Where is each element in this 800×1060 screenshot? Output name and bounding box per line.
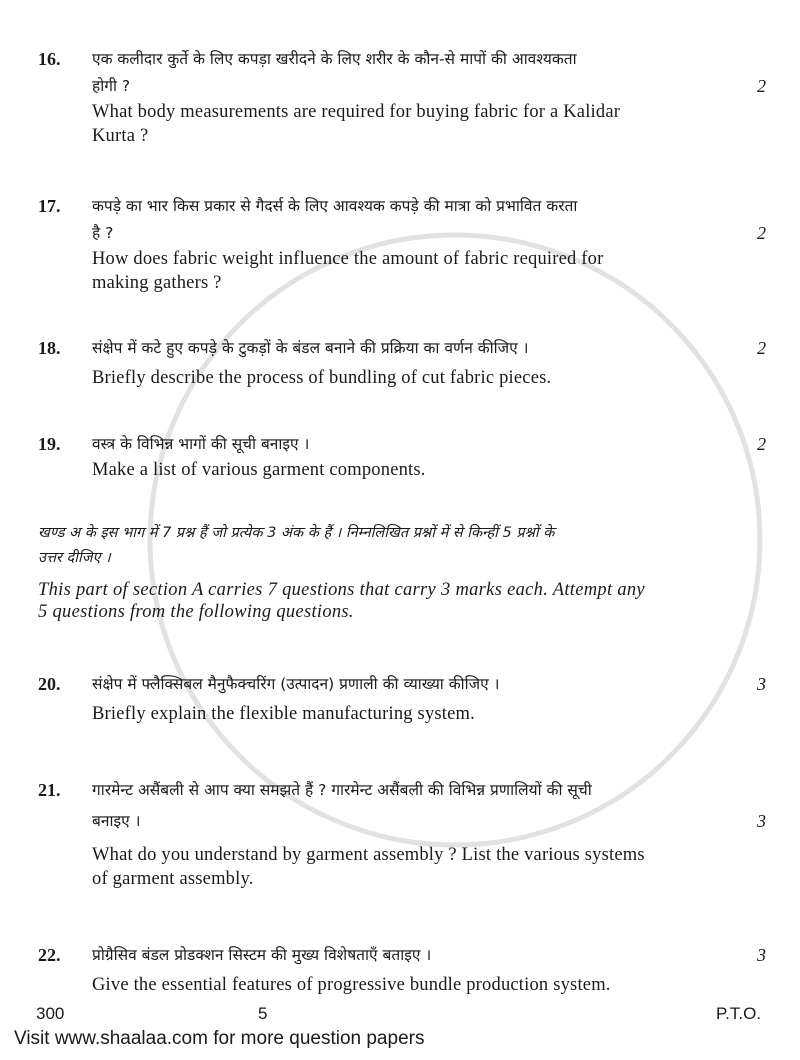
question-marks: 2 [757, 76, 766, 96]
question-english: Give the essential features of progressive bundle production system. [92, 975, 611, 995]
question-hindi: संक्षेप में कटे हुए कपड़े के टुकड़ों के बंडल बनाने की प्रक्रिया का वर्णन कीजिए । [92, 339, 529, 357]
question-marks: 3 [757, 811, 766, 831]
page-number: 5 [258, 1004, 268, 1023]
question-number: 20. [38, 674, 61, 694]
question-english: What body measurements are required for buying fabric for a Kalidar [92, 102, 621, 122]
question-hindi: कपड़े का भार किस प्रकार से गैदर्स के लिए आवश्यक कपड़े की मात्रा को प्रभावित करता [92, 197, 578, 215]
question-hindi: बनाइए । [92, 812, 141, 830]
question-21 [38, 777, 766, 942]
question-english: Kurta ? [92, 126, 149, 146]
question-number: 19. [38, 434, 61, 454]
instructions-hindi: उत्तर दीजिए । [38, 550, 111, 566]
question-marks: 2 [757, 338, 766, 358]
question-english: making gathers ? [92, 273, 222, 293]
question-english: How does fabric weight influence the amount of fabric required for [92, 249, 604, 269]
question-number: 17. [38, 196, 61, 216]
question-hindi: होगी ? [92, 77, 131, 95]
question-english: Briefly describe the process of bundling of cut fabric pieces. [92, 368, 552, 388]
visit-link[interactable]: Visit www.shaalaa.com for more question papers [14, 1028, 425, 1049]
question-19 [38, 431, 766, 521]
pto-label: P.T.O. [716, 1004, 762, 1023]
question-20 [38, 671, 766, 777]
question-hindi: संक्षेप में फ्लैक्सिबल मैनुफैक्चरिंग (उत्पादन) प्रणाली की व्याख्या कीजिए । [92, 675, 500, 693]
question-marks: 3 [757, 674, 766, 694]
question-number: 16. [38, 49, 61, 69]
question-number: 22. [38, 945, 61, 965]
paper-code: 300 [36, 1004, 65, 1023]
section-instructions [38, 521, 766, 671]
question-number: 21. [38, 780, 61, 800]
question-english: Briefly explain the flexible manufacturing system. [92, 704, 475, 724]
instructions-english: 5 questions from the following questions. [38, 602, 354, 622]
question-marks: 2 [757, 223, 766, 243]
question-marks: 3 [757, 945, 766, 965]
question-hindi: एक कलीदार कुर्ते के लिए कपड़ा खरीदने के लिए शरीर के कौन-से मापों की आवश्यकता [92, 50, 577, 68]
question-hindi: वस्त्र के विभिन्न भागों की सूची बनाइए । [92, 435, 310, 453]
instructions-english: This part of section A carries 7 questions that carry 3 marks each. Attempt any [38, 580, 645, 600]
question-hindi: गारमेन्ट असैंबली से आप क्या समझते हैं ? गारमेन्ट असैंबली की विभिन्न प्रणालियों की सूची [92, 781, 592, 799]
question-english: What do you understand by garment assembly ? List the various systems [92, 845, 645, 865]
question-number: 18. [38, 338, 61, 358]
question-english: Make a list of various garment components. [92, 460, 426, 480]
question-18 [38, 335, 766, 431]
question-16 [38, 46, 766, 193]
question-hindi: प्रोग्रैसिव बंडल प्रोडक्शन सिस्टम की मुख्य विशेषताएँ बताइए । [92, 946, 432, 964]
question-english: of garment assembly. [92, 869, 254, 889]
instructions-hindi: खण्ड अ के इस भाग में 7 प्रश्न हैं जो प्रत्येक 3 अंक के हैं । निम्नलिखित प्रश्नों में से किन्हीं 5 प्रश्नों के [38, 525, 555, 541]
question-marks: 2 [757, 434, 766, 454]
question-hindi: है ? [92, 224, 114, 242]
question-17 [38, 193, 766, 335]
question-22 [38, 942, 766, 997]
